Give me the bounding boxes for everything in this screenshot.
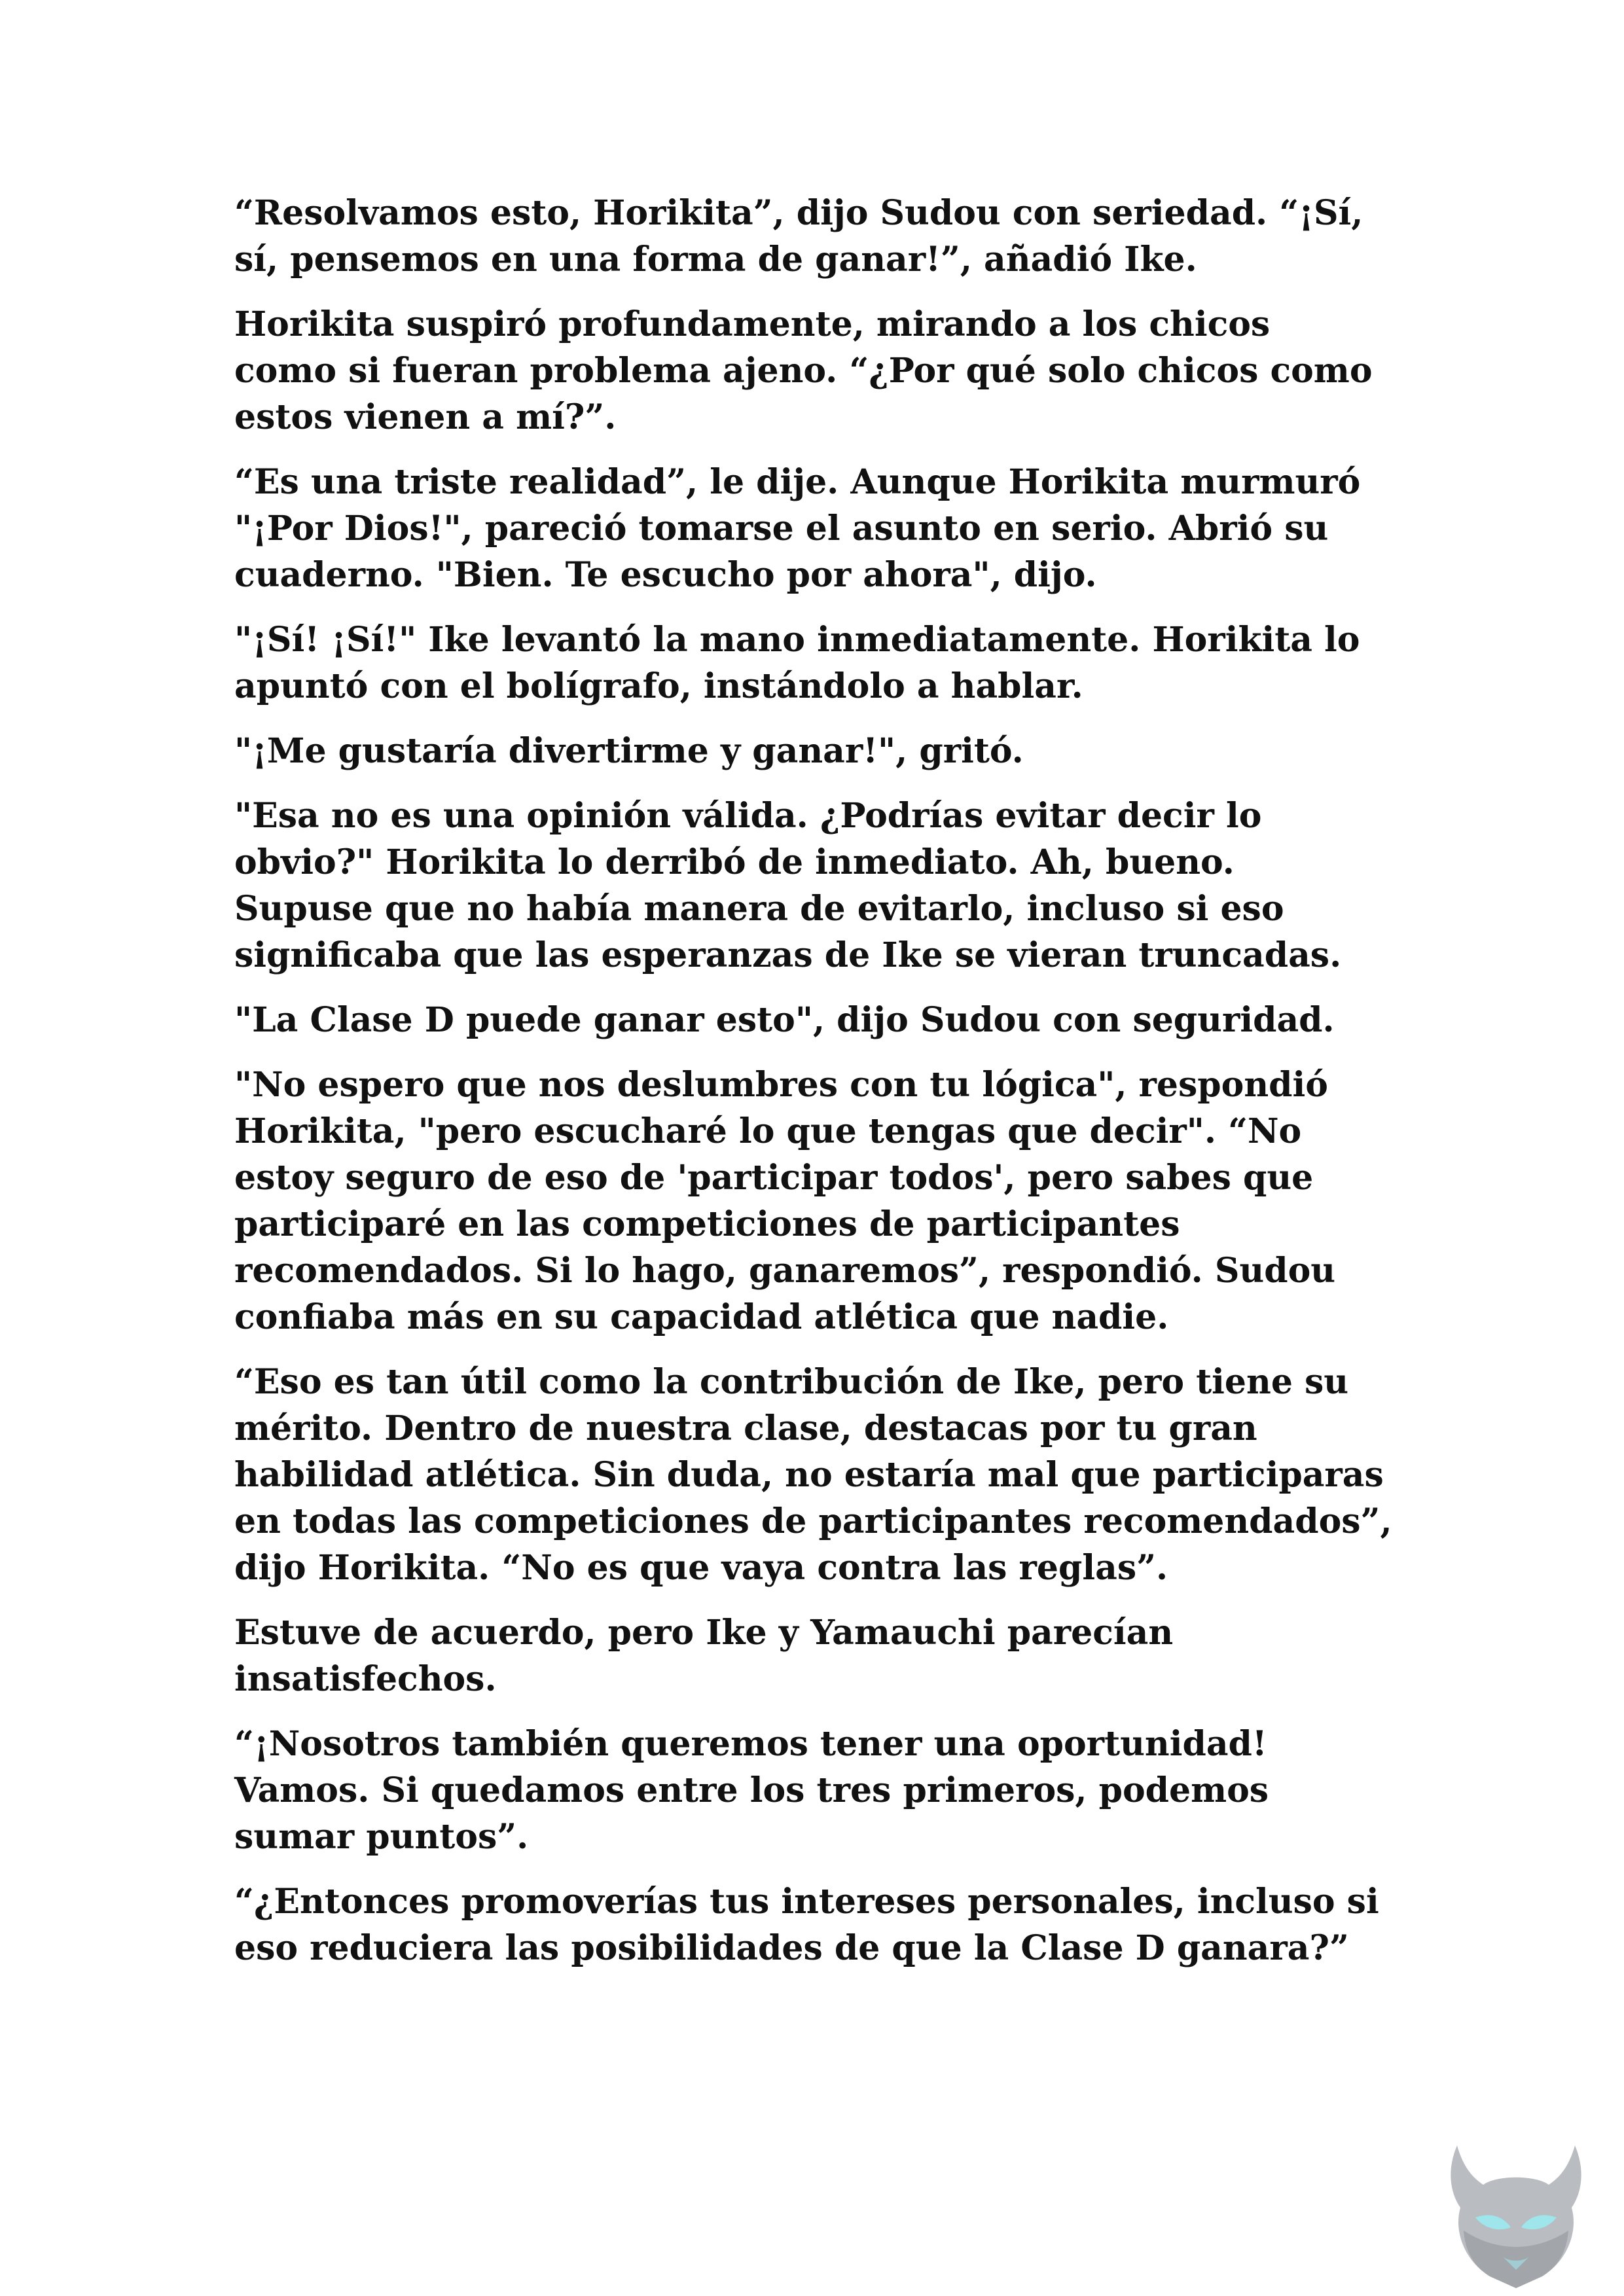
paragraph: "No espero que nos deslumbres con tu lógica", respondió Horikita, "pero escucharé lo que tengas que decir". “No estoy seguro de eso de 'participar todos', pero sabes que participaré en las competiciones de participantes recomendados. Si lo hago, ganaremos”, respondió. Sudou confiaba más en su capacidad atlética que nadie. bbox=[234, 1065, 1336, 1337]
paragraph: Estuve de acuerdo, pero Ike y Yamauchi parecían insatisfechos. bbox=[234, 1613, 1174, 1699]
paragraph: “Eso es tan útil como la contribución de Ike, pero tiene su mérito. Dentro de nuestra clase, destacas por tu gran habilidad atlética. Sin duda, no estaría mal que participaras en todas las competiciones de participantes recomendados”, dijo Horikita. “No es que vaya contra las reglas”. bbox=[234, 1362, 1392, 1588]
paragraph: “Es una triste realidad”, le dije. Aunque Horikita murmuró "¡Por Dios!", pareció tomarse el asunto en serio. Abrió su cuaderno. "Bien. Te escucho por ahora", dijo. bbox=[234, 462, 1361, 595]
paragraph: “¡Nosotros también queremos tener una oportunidad! Vamos. Si quedamos entre los tres primeros, podemos sumar puntos”. bbox=[234, 1724, 1269, 1857]
paragraph: "¡Sí! ¡Sí!" Ike levantó la mano inmediatamente. Horikita lo apuntó con el bolígrafo, instándolo a hablar. bbox=[234, 620, 1360, 706]
paragraph: "Esa no es una opinión válida. ¿Podrías evitar decir lo obvio?" Horikita lo derribó de inmediato. Ah, bueno. Supuse que no había manera de evitarlo, incluso si eso significaba que las esperanzas de Ike se vieran truncadas. bbox=[234, 796, 1342, 975]
paragraph: Horikita suspiró profundamente, mirando a los chicos como si fueran problema ajeno. “¿Por qué solo chicos como estos vienen a mí?”. bbox=[234, 304, 1373, 437]
paragraph: "¡Me gustaría divertirme y ganar!", gritó. bbox=[234, 731, 1024, 771]
demon-mask-logo-icon bbox=[1437, 2139, 1595, 2289]
paragraph: “¿Entonces promoverías tus intereses personales, incluso si eso reduciera las posibilidades de que la Clase D ganara?” bbox=[234, 1882, 1379, 1968]
paragraph: "La Clase D puede ganar esto", dijo Sudou con seguridad. bbox=[234, 1000, 1335, 1040]
paragraph: “Resolvamos esto, Horikita”, dijo Sudou con seriedad. “¡Sí, sí, pensemos en una forma de ganar!”, añadió Ike. bbox=[234, 193, 1363, 279]
body-text bbox=[234, 190, 1406, 1990]
